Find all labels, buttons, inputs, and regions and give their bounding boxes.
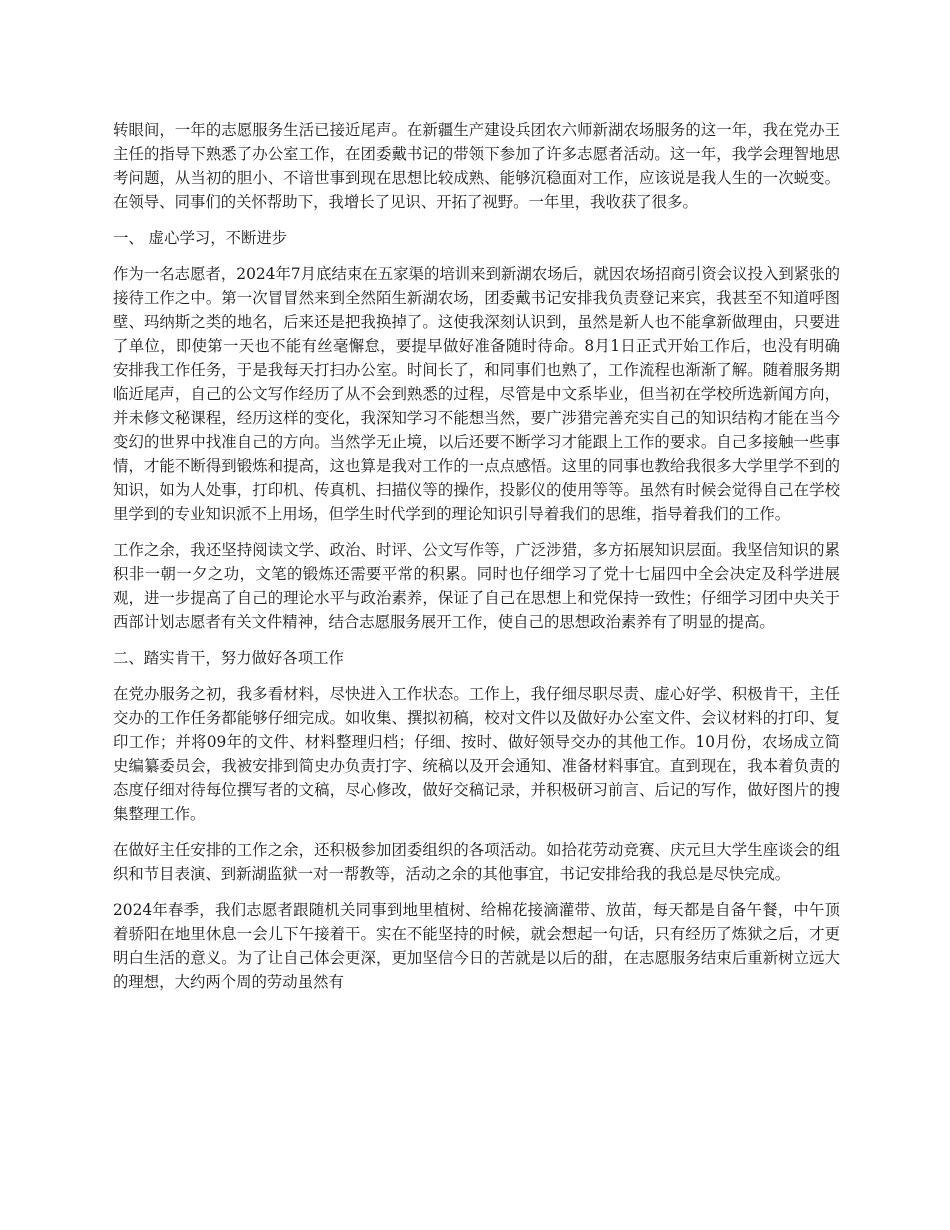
document-body (113, 118, 840, 1006)
body-paragraph: 在党办服务之初，我多看材料，尽快进入工作状态。工作上，我仔细尽职尽责、虚心好学、积极肯干，主任交办的工作任务都能够仔细完成。如收集、撰拟初稿，校对文件以及做好办公室文件、会议材料的打印、复印工作；并将09年的文件、材料整理归档；仔细、按时、做好领导交办的其他工作。10月份，农场成立简史编纂委员会，我被安排到简史办负责打字、统稿以及开会通知、准备材料事宜。直到现在，我本着负责的态度仔细对待每位撰写者的文稿，尽心修改，做好交稿记录，并积极研习前言、后记的写作，做好图片的搜集整理工作。 (113, 685, 840, 823)
body-paragraph: 2024年春季，我们志愿者跟随机关同事到地里植树、给棉花接滴灌带、放苗，每天都是自备午餐，中午顶着骄阳在地里休息一会儿下午接着干。实在不能坚持的时候，就会想起一句话，只有经历了炼狱之后，才更明白生活的意义。为了让自己体会更深，更加坚信今日的苦就是以后的甜，在志愿服务结束后重新树立远大的理想，大约两个周的劳动虽然有 (113, 901, 840, 991)
section-heading-2: 二、踏实肯干，努力做好各项工作 (113, 649, 344, 667)
section-heading-1: 一、 虚心学习，不断进步 (113, 229, 288, 247)
intro-paragraph: 转眼间，一年的志愿服务生活已接近尾声。在新疆生产建设兵团农六师新湖农场服务的这一年，我在党办王主任的指导下熟悉了办公室工作，在团委戴书记的带领下参加了许多志愿者活动。这一年，我学会理智地思考问题，从当初的胆小、不谙世事到现在思想比较成熟、能够沉稳面对工作，应该说是我人生的一次蜕变。在领导、同事们的关怀帮助下，我增长了见识、开拓了视野。一年里，我收获了很多。 (113, 121, 840, 211)
body-paragraph: 工作之余，我还坚持阅读文学、政治、时评、公文写作等，广泛涉猎，多方拓展知识层面。我坚信知识的累积非一朝一夕之功，文笔的锻炼还需要平常的积累。同时也仔细学习了党十七届四中全会决定及科学进展观，进一步提高了自己的理论水平与政治素养，保证了自己在思想上和党保持一致性；仔细学习团中央关于西部计划志愿者有关文件精神，结合志愿服务展开工作，使自己的思想政治素养有了明显的提高。 (113, 541, 840, 631)
body-paragraph: 在做好主任安排的工作之余，还积极参加团委组织的各项活动。如拾花劳动竞赛、庆元旦大学生座谈会的组织和节目表演、到新湖监狱一对一帮教等，活动之余的其他事宜，书记安排给我的我总是尽快完成。 (113, 841, 840, 883)
body-paragraph: 作为一名志愿者，2024年7月底结束在五家渠的培训来到新湖农场后，就因农场招商引资会议投入到紧张的接待工作之中。第一次冒冒然来到全然陌生新湖农场，团委戴书记安排我负责登记来宾，我甚至不知道呼图壁、玛纳斯之类的地名，后来还是把我换掉了。这使我深刻认识到，虽然是新人也不能拿新做理由，只要进了单位，即使第一天也不能有丝毫懈怠，要提早做好准备随时待命。8月1日正式开始工作后，也没有明确安排我工作任务，于是我每天打扫办公室。时间长了，和同事们也熟了，工作流程也渐渐了解。随着服务期临近尾声，自己的公文写作经历了从不会到熟悉的过程，尽管是中文系毕业，但当初在学校所选新闻方向，并未修文秘课程，经历这样的变化，我深知学习不能想当然，要广涉猎完善充实自己的知识结构才能在当今变幻的世界中找准自己的方向。当然学无止境，以后还要不断学习才能跟上工作的要求。自己多接触一些事情，才能不断得到锻炼和提高，这也算是我对工作的一点点感悟。这里的同事也教给我很多大学里学不到的知识，如为人处事，打印机、传真机、扫描仪等的操作，投影仪的使用等等。虽然有时候会觉得自己在学校里学到的专业知识派不上用场，但学生时代学到的理论知识引导着我们的思维，指导着我们的工作。 (113, 265, 840, 523)
